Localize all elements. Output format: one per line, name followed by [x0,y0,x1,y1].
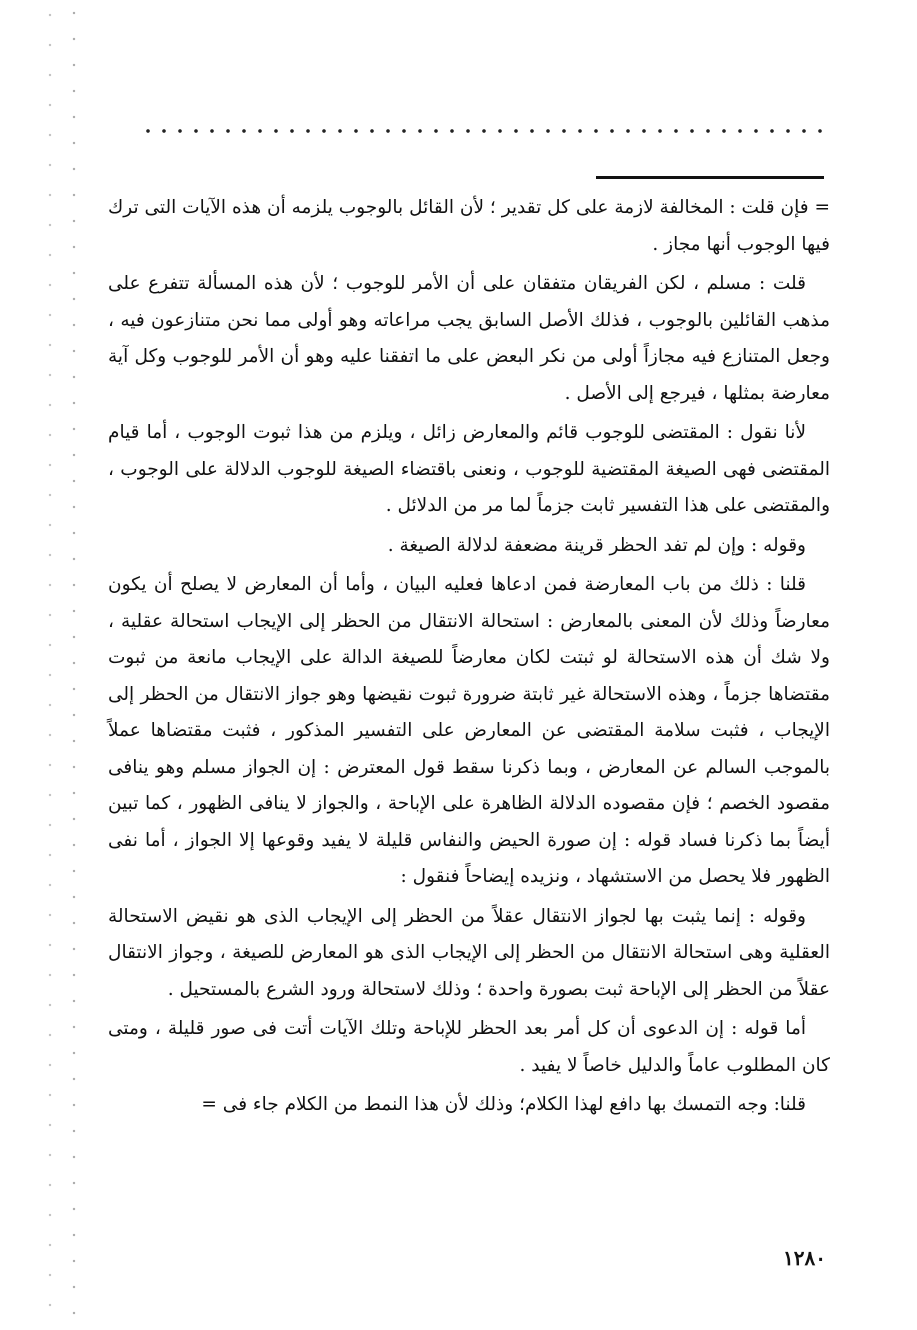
paragraph: قلنا: وجه التمسك بها دافع لهذا الكلام؛ وذلك لأن هذا النمط من الكلام جاء فى = [201,1094,806,1115]
dotted-separator [140,128,830,134]
paragraph: وقوله : وإن لم تفد الحظر قرينة مضعفة لدلالة الصيغة . [387,534,806,556]
paragraph: قلنا : ذلك من باب المعارضة فمن ادعاها فعليه البيان ، وأما أن المعارض لا يصلح أن يكون معارضاً وذلك لأن المعنى بالمعارض : استحالة الانتقال من الحظر إلى الإيجاب استحالة عقلية ، ولا شك أن هذه الاستحالة لو ثبتت لكان معارضاً للصيغة الدالة على الإيجاب مانعة من ثبوت مقتضاها جزماً ، وهذه الاستحالة غير ثابتة ضرورة ثبوت نقيضها وهو جواز الانتقال من الحظر إلى الإيجاب ، فثبت سلامة المقتضى عن المعارض على التفسير المذكور ، فثبت مقتضاها عملاً بالموجب السالم عن المعارض ، وبما ذكرنا سقط قول المعترض : إن الجواز مسلم وهو ينافى مقصود الخصم ؛ فإن مقصوده الدلالة الظاهرة على الإباحة ، والجواز لا ينافى الظهور ، كما تبين أيضاً بما ذكرنا فساد قوله : إن صورة الحيض والنفاس قليلة لا يفيد وقوعها إلا الجواز ، أما نفى الظهور فلا يحصل من الاستشهاد ، ونزيده إيضاحاً فنقول : [108,574,830,887]
scan-margin-dots [72,0,76,1330]
page-body [108,190,830,1127]
paragraph: أما قوله : إن الدعوى أن كل أمر بعد الحظر للإباحة وتلك الآيات أتت فى صور قليلة ، ومتى كان المطلوب عاماً والدليل خاصاً لا يفيد . [108,1018,830,1076]
paragraph: لأنا نقول : المقتضى للوجوب قائم والمعارض زائل ، ويلزم من هذا ثبوت الوجوب ، أما قيام المقتضى فهى الصيغة المقتضية للوجوب ، ونعنى باقتضاء الصيغة للوجوب الدلالة على الوجوب ، والمقتضى على هذا التفسير ثابت جزماً لما مر من الدلائل . [108,422,830,516]
paragraph: قلت : مسلم ، لكن الفريقان متفقان على أن الأمر للوجوب ؛ لأن هذه المسألة تتفرع على مذهب القائلين بالوجوب ، فذلك الأصل السابق يجب مراعاته وهو أولى مما نحن متنازعون فيه ، وجعل المتنازع فيه مجازاً أولى من نكر البعض على ما اتفقنا عليه وهو أن الأمر للوجوب وكل آية معارضة بمثلها ، فيرجع إلى الأصل . [108,273,830,404]
paragraph: = فإن قلت : المخالفة لازمة على كل تقدير ؛ لأن القائل بالوجوب يلزمه أن هذه الآيات التى ترك فيها الوجوب أنها مجاز . [108,197,830,255]
footnote-rule [596,176,824,179]
page-number: ١٢٨٠ [783,1246,826,1270]
scan-margin-dots [48,0,52,1330]
paragraph: وقوله : إنما يثبت بها لجواز الانتقال عقلاً من الحظر إلى الإيجاب الذى هو نقيض الاستحالة العقلية وهى استحالة الانتقال من الحظر إلى الإيجاب الذى هو المعارض للصيغة ، وجواز الانتقال عقلاً من الحظر إلى الإباحة ثبت بصورة واحدة ؛ وذلك لاستحالة ورود الشرع بالمستحيل . [108,905,830,1000]
